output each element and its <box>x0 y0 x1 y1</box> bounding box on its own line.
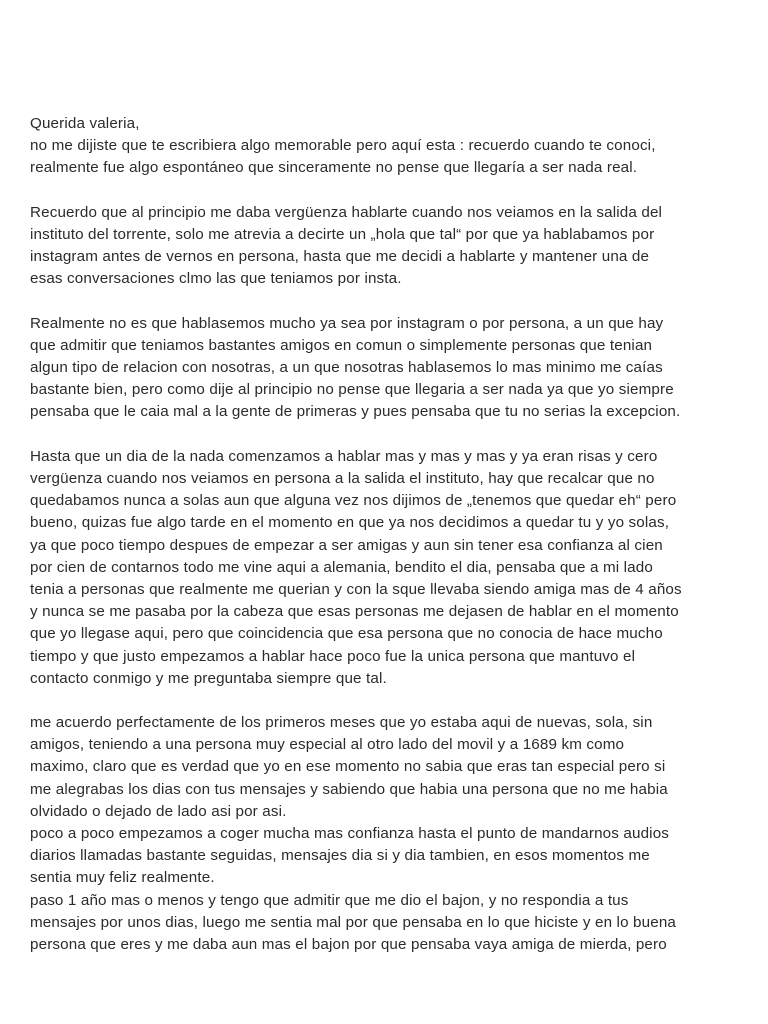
paragraph-1 <box>30 135 742 179</box>
text-line: Realmente no es que hablasemos mucho ya sea por instagram o por persona, a un que hay <box>30 314 664 332</box>
text-line: me acuerdo perfectamente de los primeros meses que yo estaba aqui de nuevas, sola, sin <box>30 714 653 732</box>
text-line: paso 1 año mas o menos y tengo que admitir que me dio el bajon, y no respondia a tus <box>30 891 629 909</box>
paragraph-spacer <box>30 424 742 446</box>
text-line: amigos, teniendo a una persona muy especial al otro lado del movil y a 1689 km como <box>30 736 625 754</box>
text-line: olvidado o dejado de lado asi por asi. <box>30 802 287 820</box>
text-line: maximo, claro que es verdad que yo en ese momento no sabia que eras tan especial pero si <box>30 758 666 776</box>
text-line: contacto conmigo y me preguntaba siempre que tal. <box>30 669 387 687</box>
text-line: realmente fue algo espontáneo que sinceramente no pense que llegaría a ser nada real. <box>30 159 638 177</box>
paragraph-5 <box>30 712 742 956</box>
text-line: que yo llegase aqui, pero que coincidencia que esa persona que no conocia de hace mucho <box>30 625 663 643</box>
text-line: Recuerdo que al principio me daba vergüenza hablarte cuando nos veiamos en la salida del <box>30 203 663 221</box>
letter-greeting: Querida valeria, <box>30 115 140 132</box>
paragraph-spacer <box>30 690 742 712</box>
text-line: mensajes por unos dias, luego me sentia mal por que pensaba en lo que hiciste y en lo buena <box>30 913 677 931</box>
text-line: bueno, quizas fue algo tarde en el momento en que ya nos decidimos a quedar tu y yo solas, <box>30 514 670 532</box>
text-line: ya que poco tiempo despues de empezar a ser amigas y aun sin tener esa confianza al cien <box>30 536 663 554</box>
text-line: instagram antes de vernos en persona, hasta que me decidi a hablarte y mantener una de <box>30 248 650 266</box>
paragraph-spacer <box>30 180 742 202</box>
text-line: que admitir que teniamos bastantes amigos en comun o simplemente personas que tenian <box>30 336 653 354</box>
text-line: Hasta que un dia de la nada comenzamos a hablar mas y mas y mas y ya eran risas y cero <box>30 447 658 465</box>
text-line: bastante bien, pero como dije al principio no pense que llegaria a ser nada ya que yo siempre <box>30 381 674 399</box>
text-line: esas conversaciones clmo las que teniamos por insta. <box>30 270 402 288</box>
text-line: quedabamos nunca a solas aun que alguna vez nos dijimos de „tenemos que quedar eh“ pero <box>30 492 677 510</box>
letter-body <box>30 113 742 956</box>
text-line: diarios llamadas bastante seguidas, mensajes dia si y dia tambien, en esos momentos me <box>30 847 650 865</box>
paragraph-2 <box>30 202 742 291</box>
text-line: por cien de contarnos todo me vine aqui a alemania, bendito el dia, pensaba que a mi lado <box>30 558 653 576</box>
text-line: tenia a personas que realmente me querian y con la sque llevaba siendo amiga mas de 4 años <box>30 580 682 598</box>
text-line: instituto del torrente, solo me atrevia a decirte un „hola que tal“ por que ya hablabamos por <box>30 225 655 243</box>
text-line: tiempo y que justo empezamos a hablar hace poco fue la unica persona que mantuvo el <box>30 647 636 665</box>
text-line: no me dijiste que te escribiera algo memorable pero aquí esta : recuerdo cuando te conoci, <box>30 137 656 155</box>
paragraph-spacer <box>30 291 742 313</box>
paragraph-3 <box>30 313 742 424</box>
text-line: algun tipo de relacion con nosotras, a un que nosotras hablasemos lo mas minimo me caías <box>30 359 663 377</box>
text-line: vergüenza cuando nos veiamos en persona a la salida el instituto, hay que recalcar que no <box>30 470 655 487</box>
text-line: me alegrabas los dias con tus mensajes y sabiendo que habia una persona que no me habia <box>30 780 668 798</box>
paragraph-4 <box>30 446 742 690</box>
text-line: pensaba que le caia mal a la gente de primeras y pues pensaba que tu no serias la excepcion. <box>30 403 681 421</box>
text-line: y nunca se me pasaba por la cabeza que esas personas me dejasen de hablar en el momento <box>30 603 679 621</box>
text-line: persona que eres y me daba aun mas el bajon por que pensaba vaya amiga de mierda, pero <box>30 935 667 953</box>
text-line: sentia muy feliz realmente. <box>30 869 215 887</box>
text-line: poco a poco empezamos a coger mucha mas confianza hasta el punto de mandarnos audios <box>30 825 670 842</box>
